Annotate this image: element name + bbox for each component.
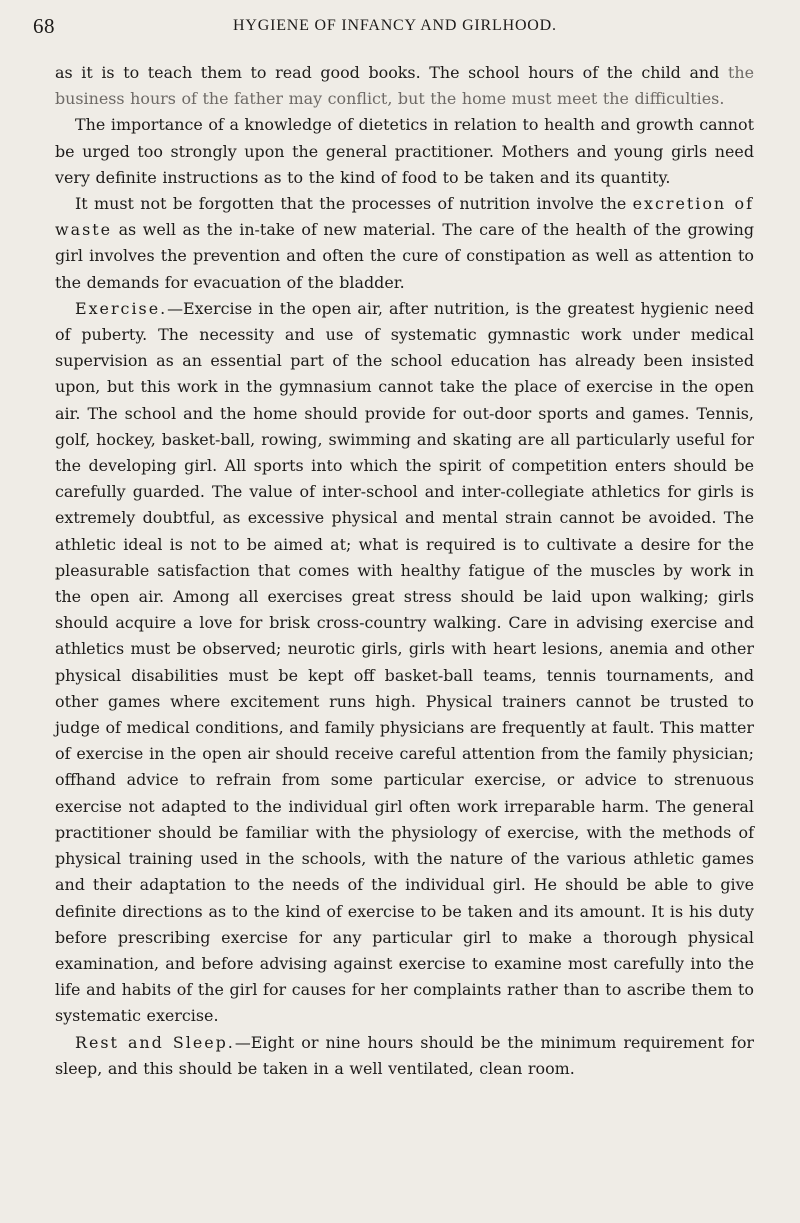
body-text xyxy=(55,60,754,1082)
paragraph-3-part-b: as well as the in-take of new material. The care of the health of the growing girl involves the prevention and often the cure of constipation as well as attention to the demands for evacuation of the bladder. xyxy=(55,220,754,292)
section-heading-exercise: Exercise. xyxy=(75,298,168,318)
paragraph-continuation xyxy=(55,60,754,112)
section-heading-rest-and-sleep: Rest and Sleep. xyxy=(75,1032,235,1052)
running-head xyxy=(33,14,754,48)
paragraph-1-part-c: difficulties. xyxy=(628,89,725,109)
paragraph-3-part-a: It must not be forgotten that the processes of nutrition involve the xyxy=(75,194,633,214)
paragraph-1-part-a: as it is to teach them to read good books. The school hours of the child and xyxy=(55,63,728,82)
paragraph-exercise-body: —Exercise in the open air, after nutrition, is the greatest hygienic need of puberty. The necessity and use of systematic gymnastic work under medical supervision as an essential part of the school education has already been insisted upon, but this work in the gymnasium cannot take the place of exercise in the open air. The school and the home should provide for out-door sports and games. Tennis, golf, hockey, basket-ball, rowing, swimming and skating are all particularly useful for the developing girl. All sports into which the spirit of competition enters should be carefully guarded. The value of inter-school and inter-collegiate athletics for girls is extremely doubtful, as excessive physical and mental strain cannot be avoided. The athletic ideal is not to be aimed at; what is required is to cultivate a desire for the pleasurable satisfaction that comes with healthy fatigue of the muscles by work in the open air. Among all exercises great stress should be laid upon walking; girls should acquire a love for brisk cross-country walking. Care in advising exercise and athletics must be observed; neurotic girls, girls with heart lesions, anemia and other physical disabilities must be kept off basket-ball teams, tennis tournaments, and other games where excitement runs high. Physical trainers cannot be trusted to judge of medical conditions, and family physicians are frequently at fault. This matter of exercise in the open air should receive careful attention from the family physician; offhand advice to refrain from some particular exercise, or advice to strenuous exercise not adapted to the individual girl often work irreparable harm. The general practitioner should be familiar with the physiology of exercise, with the methods of physical training used in the schools, with the nature of the various athletic games and their adaptation to the needs of the individual girl. He should be able to give definite directions as to the kind of exercise to be taken and its amount. It is his duty before prescribing exercise for any particular girl to make a thorough physical examination, and before advising against exercise to examine most carefully into the life and habits of the girl for causes for her complaints rather than to ascribe them to systematic exercise. xyxy=(55,298,754,1026)
paragraph-nutrition xyxy=(55,191,754,296)
paragraph-dietetics: The importance of a knowledge of dietetics in relation to health and growth cannot be urged too strongly upon the general practitioner. Mothers and young girls need very definite instructions as to the kind of food to be taken and its quantity. xyxy=(55,115,754,187)
paragraph-exercise xyxy=(55,296,754,1030)
page-number: 68 xyxy=(33,14,55,38)
running-title: HYGIENE OF INFANCY AND GIRLHOOD. xyxy=(233,17,557,34)
term-excretion-of-waste: excretion of waste xyxy=(55,194,754,240)
paragraph-rest-and-sleep-body: —Eight or nine hours should be the minimum requirement for sleep, and this should be taken in a well ventilated, clean room. xyxy=(55,1032,754,1078)
paragraph-rest-and-sleep xyxy=(55,1030,754,1082)
paragraph-1-faded-line: the business hours of the father may conflict, but the home must meet the xyxy=(55,63,754,109)
